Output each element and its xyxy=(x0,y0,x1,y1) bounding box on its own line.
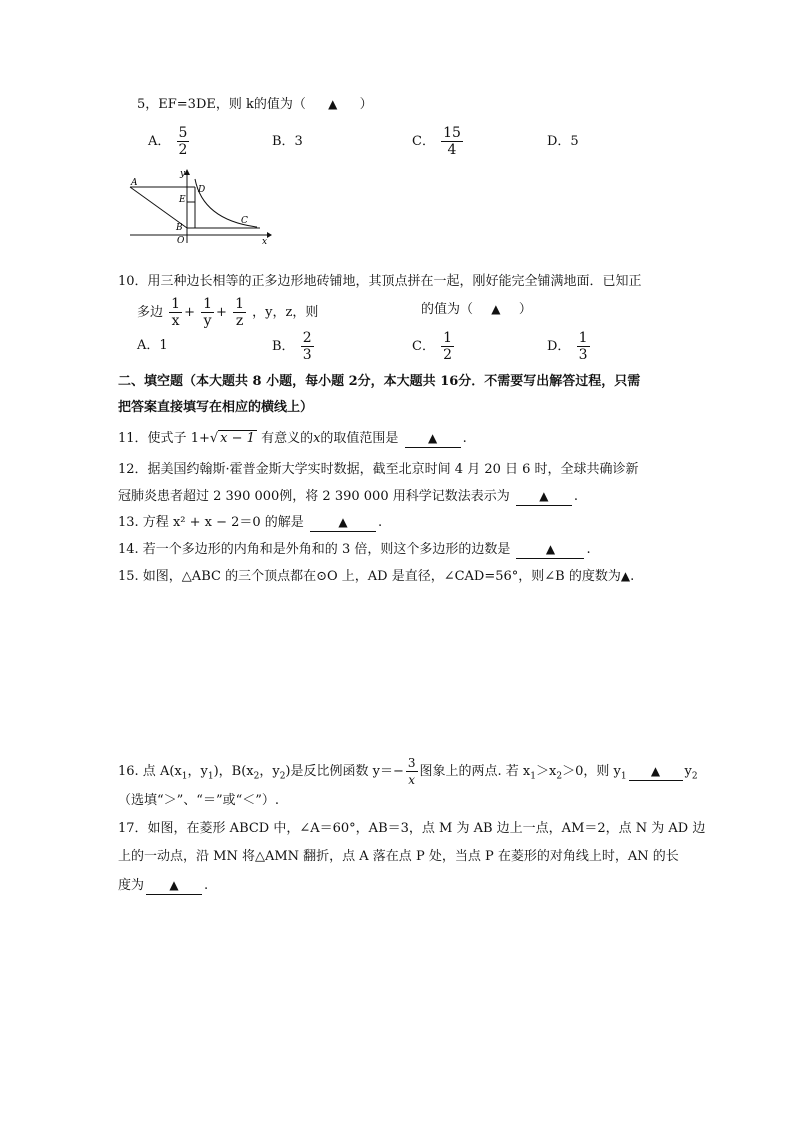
q15-text: 15. 如图，△ABC 的三个顶点都在⊙O 上，AD 是直径，∠CAD=56°，则∠B 的度数为 xyxy=(118,569,621,584)
answer-blank[interactable] xyxy=(516,488,572,506)
answer-mark: ▲ xyxy=(427,431,438,445)
q10-prefix: 多边 xyxy=(137,305,164,320)
q17-line1: 17．如图，在菱形 ABCD 中，∠A＝60°，AB＝3，点 M 为 AB 边上一点，AM＝2，点 N 为 AD 边 xyxy=(118,821,706,836)
label-e: E xyxy=(179,195,186,205)
q16-line1 xyxy=(118,755,698,788)
x-axis-arrow xyxy=(267,232,272,238)
numerator: 1 xyxy=(203,296,213,312)
fraction xyxy=(301,330,314,363)
label-x: x xyxy=(262,237,268,247)
q14-end: . xyxy=(586,542,591,557)
numerator: 1 xyxy=(235,296,244,312)
option-label: D．5 xyxy=(547,134,579,149)
q11-post: 的取值范围是 xyxy=(320,431,399,446)
q10-option-c xyxy=(412,330,456,363)
answer-mark: ▲ xyxy=(491,302,501,316)
q17-line3 xyxy=(118,877,208,895)
option-label: C． xyxy=(412,134,435,149)
q11: 11．使式子 1+√ x − 1 有意义的x的取值范围是 ▲ . xyxy=(118,431,467,446)
q16-text: )，B(x xyxy=(213,764,254,779)
numerator: 15 xyxy=(443,125,461,141)
numerator: 5 xyxy=(178,125,188,141)
answer-mark: ▲ xyxy=(328,97,338,111)
answer-mark: ▲ xyxy=(545,542,556,556)
subscript: 1 xyxy=(207,771,214,782)
numerator: 1 xyxy=(171,296,181,312)
numerator: 1 xyxy=(578,330,588,346)
label-a: A xyxy=(131,178,138,188)
numerator: 3 xyxy=(407,756,416,770)
answer-blank[interactable] xyxy=(516,541,584,559)
q15-end: . xyxy=(630,569,635,584)
q10-option-b xyxy=(272,330,316,363)
q16-text: ，y xyxy=(259,764,280,779)
subscript: 1 xyxy=(181,771,188,782)
q9-close: ） xyxy=(359,97,373,112)
answer-mark: ▲ xyxy=(650,764,661,778)
option-label: B． xyxy=(272,339,295,354)
q16-text: )是反比例函数 y＝− xyxy=(285,764,404,779)
denominator: 3 xyxy=(578,347,588,363)
option-label: B．3 xyxy=(272,134,303,149)
q11-radicand: x − 1 xyxy=(220,431,255,446)
q9-figure xyxy=(125,166,275,248)
subscript: 2 xyxy=(253,771,260,782)
q11-mid: 有意义的 xyxy=(261,431,314,446)
denominator: 2 xyxy=(178,142,188,158)
fraction-1-z xyxy=(233,296,246,329)
q10-option-a xyxy=(137,338,168,354)
answer-blank[interactable] xyxy=(629,763,683,781)
subscript: 1 xyxy=(530,771,536,782)
q9-option-d xyxy=(547,134,579,150)
q16-text: 16. 点 A(x xyxy=(118,764,182,779)
numerator: 2 xyxy=(302,330,312,346)
answer-blank[interactable] xyxy=(146,877,202,895)
label-d: D xyxy=(198,185,206,195)
answer-mark: ▲ xyxy=(620,569,631,583)
q10-line2: 多边 $\frac{1}{x}$ + $\frac{1}{y}$ + $\frac{1}{z}$ ，y，z，则 xyxy=(137,296,319,329)
denominator: x xyxy=(171,313,180,329)
q16-text: y xyxy=(684,764,692,779)
q11-end: . xyxy=(462,431,467,446)
q16-line2: （选填“＞”、“＝”或“＜”）. xyxy=(118,793,280,808)
q16-text: ＞0，则 y xyxy=(562,764,621,779)
q17-line3-text: 度为 xyxy=(118,878,145,893)
q9-option-b xyxy=(272,134,303,150)
section-heading-line2: 把答案直接填写在相应的横线上） xyxy=(118,400,314,415)
section-heading-line1: 二、填空题（本大题共 8 小题，每小题 2分，本大题共 16分．不需要写出解答过程，只需 xyxy=(118,374,641,389)
denominator: 3 xyxy=(302,347,312,363)
q12-line2 xyxy=(118,488,578,506)
q16-text: ，y xyxy=(187,764,208,779)
q15 xyxy=(118,568,634,585)
fraction-1-x xyxy=(169,296,182,329)
answer-mark: ▲ xyxy=(338,515,348,529)
answer-blank[interactable] xyxy=(310,514,376,532)
q16-text: 图象上的两点. 若 x xyxy=(419,764,531,779)
q9-stem-text: 5，EF=3DE，则 k的值为（ xyxy=(137,97,306,112)
answer-mark: ▲ xyxy=(169,878,179,892)
q12-line2-text: 冠肺炎患者超过 2 390 000例，将 2 390 000 用科学记数法表示为 xyxy=(118,489,510,504)
subscript: 1 xyxy=(620,771,627,782)
q17-end: . xyxy=(204,878,209,893)
option-label: A．1 xyxy=(137,338,168,353)
denominator: z xyxy=(235,313,244,329)
q10-mid: ，y，z，则 xyxy=(252,305,319,320)
answer-blank[interactable] xyxy=(405,430,461,448)
q10-tail-text: 的值为（ xyxy=(421,302,474,317)
q13-text: 13. 方程 x² + x − 2＝0 的解是 xyxy=(118,515,304,530)
line-ab xyxy=(130,187,187,228)
q9-stem xyxy=(137,96,373,113)
q9-option-a xyxy=(148,125,191,158)
fraction-1-y xyxy=(201,296,214,329)
denominator: 4 xyxy=(447,142,457,158)
q17-line2: 上的一动点，沿 MN 将△AMN 翻折，点 A 落在点 P 处，当点 P 在菱形的对角线上时，AN 的长 xyxy=(118,849,679,864)
q11-expr: 1+ xyxy=(190,431,210,446)
q11-pre: 11．使式子 xyxy=(118,431,187,446)
fraction xyxy=(441,125,463,158)
q11-var: x xyxy=(313,431,321,446)
q14-text: 14. 若一个多边形的内角和是外角和的 3 倍，则这个多边形的边数是 xyxy=(118,542,511,557)
subscript: 2 xyxy=(556,771,563,782)
q10-line1: 10．用三种边长相等的正多边形地砖铺地，其顶点拼在一起，刚好能完全铺满地面．已知正 xyxy=(118,274,642,289)
q10-option-d xyxy=(547,330,592,363)
label-o: O xyxy=(177,236,185,246)
fraction xyxy=(577,330,590,363)
q16-text: ＞x xyxy=(535,764,557,779)
q12-end: . xyxy=(573,489,579,504)
option-label: A． xyxy=(148,134,171,149)
q10-tail xyxy=(421,301,532,318)
subscript: 2 xyxy=(279,771,286,782)
label-b: B xyxy=(176,223,183,233)
fraction xyxy=(441,330,454,363)
q12-line1: 12．据美国约翰斯·霍普金斯大学实时数据，截至北京时间 4 月 20 日 6 时，全球共确诊新 xyxy=(118,462,639,477)
fraction xyxy=(177,125,190,158)
fraction-3-over-x xyxy=(406,755,418,788)
denominator: y xyxy=(203,313,212,329)
q14 xyxy=(118,541,591,559)
answer-mark: ▲ xyxy=(539,489,549,503)
subscript: 2 xyxy=(691,771,698,782)
label-y: y xyxy=(180,169,186,179)
numerator: 1 xyxy=(443,330,453,346)
option-label: D． xyxy=(547,339,571,354)
denominator: x xyxy=(408,773,416,787)
option-label: C． xyxy=(412,339,435,354)
q10-close: ） xyxy=(518,302,532,317)
label-c: C xyxy=(241,216,248,226)
q13-end: . xyxy=(377,515,383,530)
denominator: 2 xyxy=(443,347,453,363)
q13 xyxy=(118,514,382,532)
q9-option-c xyxy=(412,125,465,158)
